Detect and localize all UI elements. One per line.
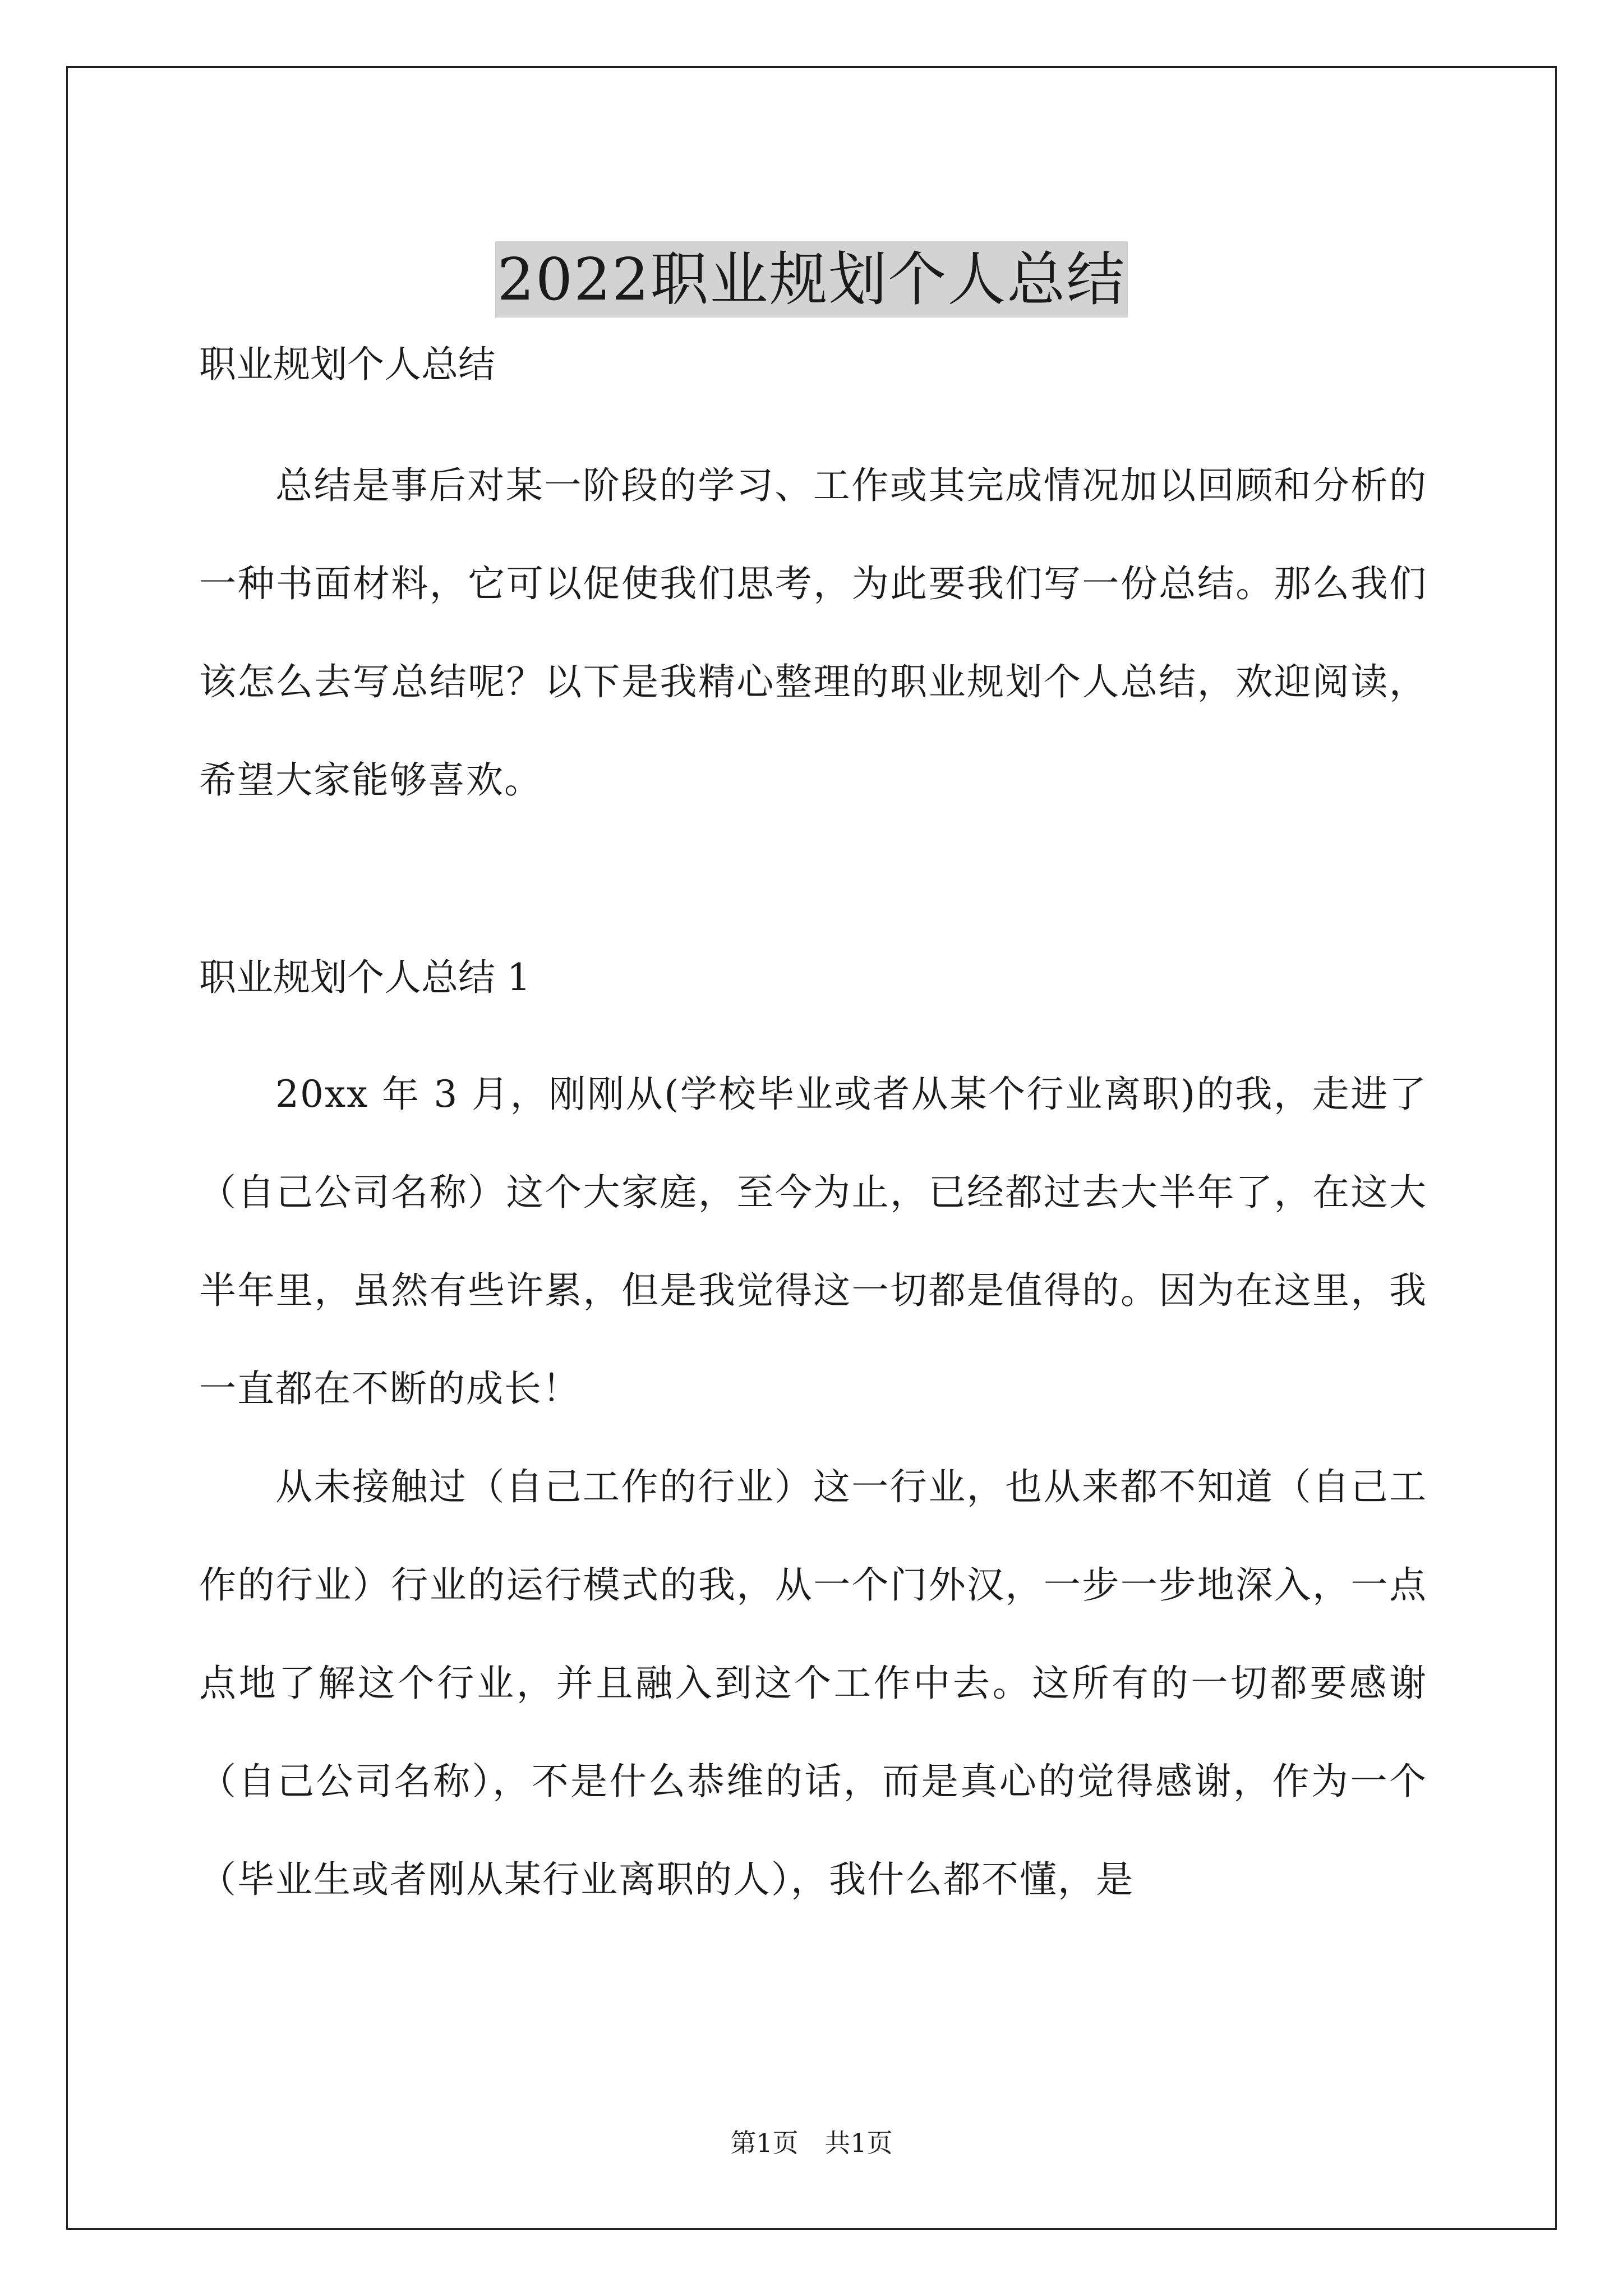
- document-title: 2022职业规划个人总结: [495, 241, 1128, 318]
- page-total: 共1页: [824, 2128, 893, 2158]
- body-paragraph: 20xx 年 3 月，刚刚从(学校毕业或者从某个行业离职)的我，走进了（自己公司名称）这个大家庭，至今为止，已经都过去大半年了，在这大半年里，虽然有些许累，但是我觉得这一切都是值得的。因为在这里，我一直都在不断的成长！: [199, 1073, 1427, 1410]
- intro-paragraph: 总结是事后对某一阶段的学习、工作或其完成情况加以回顾和分析的一种书面材料，它可以促使我们思考，为此要我们写一份总结。那么我们该怎么去写总结呢？以下是我精心整理的职业规划个人总结，欢迎阅读，希望大家能够喜欢。: [199, 464, 1427, 802]
- page-number: 第1页: [730, 2128, 799, 2158]
- page-footer: [0, 2126, 1623, 2160]
- title-container: [0, 202, 1623, 356]
- body-paragraph: 从未接触过（自己工作的行业）这一行业，也从来都不知道（自己工作的行业）行业的运行模式的我，从一个门外汉，一步一步地深入，一点点地了解这个行业，并且融入到这个工作中去。这所有的一切都要感谢（自己公司名称），不是什么恭维的话，而是真心的觉得感谢，作为一个（毕业生或者刚从某行业离职的人），我什么都不懂，是: [199, 1465, 1427, 1901]
- document-body: [199, 337, 1427, 1929]
- section-heading: 职业规划个人总结 1: [199, 956, 531, 999]
- section-heading: 职业规划个人总结: [199, 343, 495, 386]
